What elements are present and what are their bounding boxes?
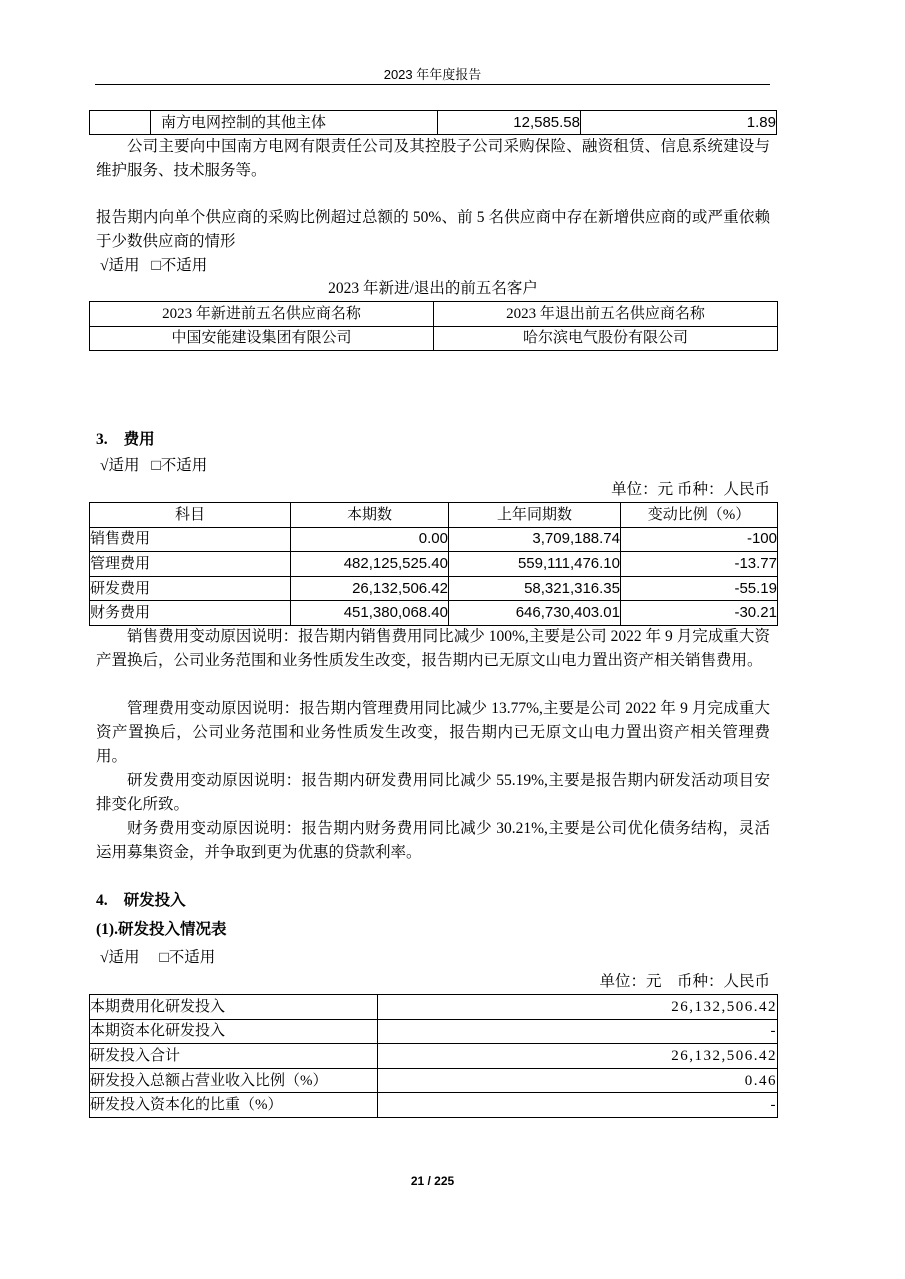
item-cell: 财务费用 (90, 601, 291, 626)
table-header-row (90, 302, 778, 327)
change-ratio-cell: -30.21 (621, 601, 778, 626)
section-heading-expenses (96, 428, 155, 452)
section-number: 3. (96, 431, 108, 448)
item-cell: 本期费用化研发投入 (90, 995, 378, 1020)
item-cell: 本期资本化研发投入 (90, 1019, 378, 1044)
item-cell: 研发投入资本化的比重（%） (90, 1093, 378, 1118)
item-cell: 研发费用 (90, 576, 291, 601)
table-row (90, 1044, 778, 1069)
header-rule (95, 84, 770, 85)
finance-expense-explanation: 财务费用变动原因说明：报告期内财务费用同比减少 30.21%,主要是公司优化债务结构，灵活运用募集资金，并争取到更为优惠的贷款利率。 (96, 820, 770, 861)
table-row (90, 995, 778, 1020)
expenses-applicability (100, 454, 207, 478)
section-heading-rd (96, 889, 186, 913)
expenses-table (89, 502, 778, 626)
not-applicable-option: □不适用 (159, 949, 216, 966)
table-caption: 2023 年新进/退出的前五名客户 (328, 280, 538, 297)
running-header: 2023 年年度报告 (383, 67, 482, 82)
prior-period-cell: 58,321,316.35 (449, 576, 621, 601)
page-number: 21 / 225 (410, 1174, 455, 1188)
change-ratio-cell: -55.19 (621, 576, 778, 601)
prior-period-cell: 559,111,476.10 (449, 552, 621, 577)
subsection-heading: (1).研发投入情况表 (96, 921, 227, 938)
item-cell: 管理费用 (90, 552, 291, 577)
table-row (90, 1068, 778, 1093)
section-title: 研发投入 (123, 892, 186, 909)
column-header: 科目 (90, 503, 291, 528)
prior-period-cell: 646,730,403.01 (449, 601, 621, 626)
supplier-name-cell: 南方电网控制的其他主体 (151, 111, 438, 135)
admin-expense-explanation: 管理费用变动原因说明：报告期内管理费用同比减少 13.77%,主要是公司 2022 年 9 月完成重大资产置换后，公司业务范围和业务性质发生改变，报告期内已无原文山电力置出资产相关管理费用。 (96, 700, 770, 765)
unit-label: 单位：元 币种：人民币 (611, 481, 770, 498)
prior-period-cell: 3,709,188.74 (449, 527, 621, 552)
column-header: 变动比例（%） (621, 503, 778, 528)
unit-label: 单位：元 币种：人民币 (599, 973, 770, 990)
new-supplier-cell: 中国安能建设集团有限公司 (90, 326, 434, 351)
change-ratio-cell: -13.77 (621, 552, 778, 577)
supplier-table (89, 110, 777, 135)
table-row (90, 326, 778, 351)
column-header: 本期数 (291, 503, 449, 528)
table-row (90, 576, 778, 601)
current-period-cell: 0.00 (291, 527, 449, 552)
table-row (90, 1093, 778, 1118)
rd-investment-table (89, 994, 778, 1118)
value-cell: - (378, 1019, 778, 1044)
not-applicable-option: □不适用 (151, 457, 208, 474)
column-header: 2023 年新进前五名供应商名称 (90, 302, 434, 327)
sales-expense-explanation: 销售费用变动原因说明：报告期内销售费用同比减少 100%,主要是公司 2022 年 9 月完成重大资产置换后，公司业务范围和业务性质发生改变，报告期内已无原文山电力置出资产相关销售费用。 (96, 628, 770, 669)
exited-supplier-cell: 哈尔滨电气股份有限公司 (434, 326, 778, 351)
change-ratio-cell: -100 (621, 527, 778, 552)
index-cell (90, 111, 151, 135)
section-title: 费用 (123, 431, 155, 448)
value-cell: 26,132,506.42 (378, 995, 778, 1020)
item-cell: 研发投入合计 (90, 1044, 378, 1069)
current-period-cell: 26,132,506.42 (291, 576, 449, 601)
applicable-option: √适用 (100, 257, 140, 274)
item-cell: 销售费用 (90, 527, 291, 552)
procurement-note: 公司主要向中国南方电网有限责任公司及其控股子公司采购保险、融资租赁、信息系统建设与维护服务、技术服务等。 (96, 138, 770, 179)
value-cell: 0.46 (378, 1068, 778, 1093)
new-exited-suppliers-table (89, 301, 778, 351)
not-applicable-option: □不适用 (151, 257, 208, 274)
current-period-cell: 451,380,068.40 (291, 601, 449, 626)
section-number: 4. (96, 892, 108, 909)
column-header: 上年同期数 (449, 503, 621, 528)
table-row (90, 552, 778, 577)
table-row (90, 1019, 778, 1044)
supplier-condition: 报告期内向单个供应商的采购比例超过总额的 50%、前 5 名供应商中存在新增供应商的或严重依赖于少数供应商的情形 (96, 209, 770, 250)
value-cell: 26,132,506.42 (378, 1044, 778, 1069)
purchase-ratio-cell: 1.89 (581, 111, 777, 135)
applicable-option: √适用 (100, 457, 140, 474)
purchase-amount-cell: 12,585.58 (438, 111, 581, 135)
item-cell: 研发投入总额占营业收入比例（%） (90, 1068, 378, 1093)
rd-expense-explanation: 研发费用变动原因说明：报告期内研发费用同比减少 55.19%,主要是报告期内研发活动项目安排变化所致。 (96, 772, 770, 813)
rd-applicability (100, 946, 215, 970)
table-row (90, 601, 778, 626)
supplier-applicability (100, 254, 207, 278)
table-header-row (90, 503, 778, 528)
table-row (90, 111, 777, 135)
table-row (90, 527, 778, 552)
applicable-option: √适用 (100, 949, 140, 966)
value-cell: - (378, 1093, 778, 1118)
column-header: 2023 年退出前五名供应商名称 (434, 302, 778, 327)
current-period-cell: 482,125,525.40 (291, 552, 449, 577)
